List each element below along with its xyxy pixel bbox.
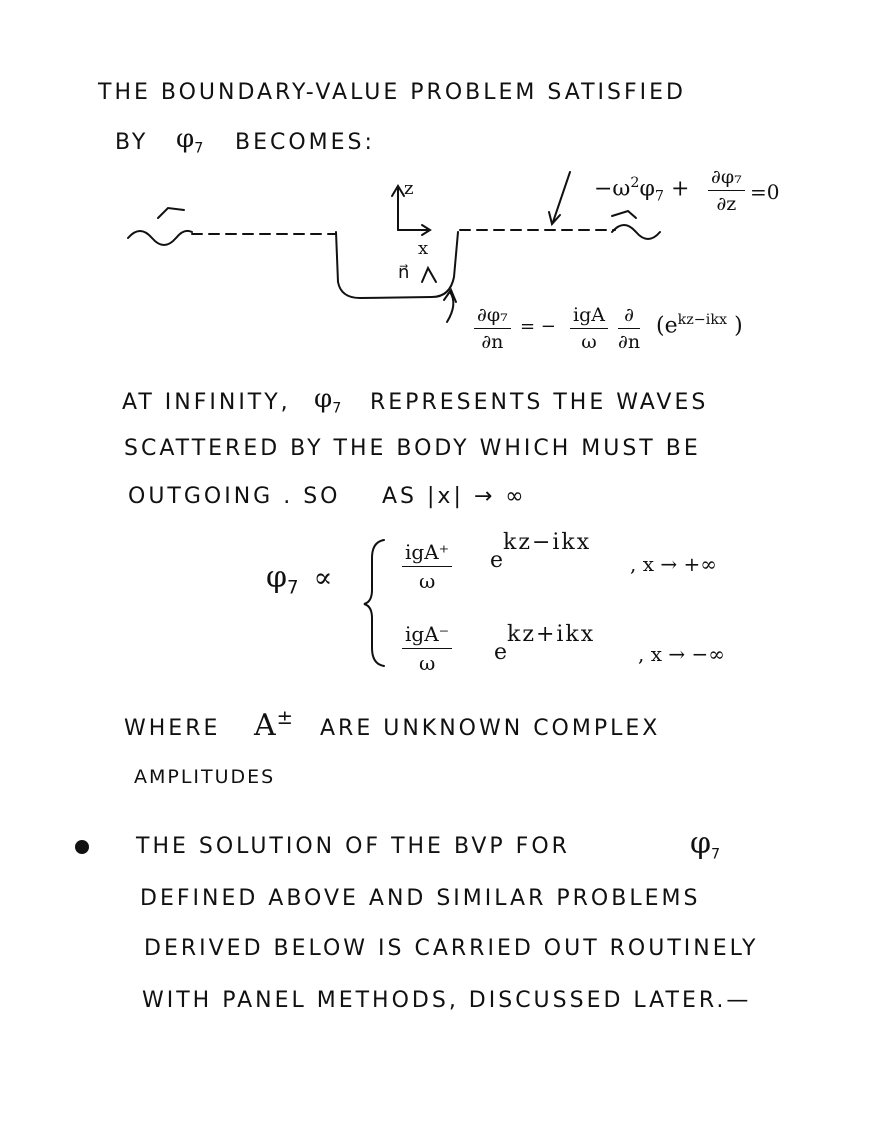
- infinity-phi-symbol: φ: [314, 384, 333, 414]
- case1-power: kz−ikx: [503, 530, 592, 555]
- left-wave: [128, 231, 192, 245]
- case1-coef: [402, 540, 452, 593]
- left-wave-arrow: [158, 208, 184, 218]
- body-exp-power: kz−ikx: [677, 312, 728, 328]
- infinity-line-1b: REPRESENTS THE WAVES: [370, 390, 709, 415]
- asym-propto: ∝: [313, 561, 334, 594]
- case2-e: e: [494, 640, 508, 665]
- fs-plus: +: [671, 176, 690, 202]
- case2-power: kz+ikx: [507, 622, 596, 647]
- where-a-pm: [254, 706, 296, 743]
- infinity-line-3a: OUTGOING . SO: [128, 484, 341, 509]
- fs-derivative-den: ∂z: [716, 193, 737, 215]
- bullet-line-3: DERIVED BELOW IS CARRIED OUT ROUTINELY: [144, 936, 759, 961]
- body-derivative-num: ∂φ₇: [474, 304, 511, 329]
- header-line-2-suffix: BECOMES:: [235, 130, 375, 155]
- fs-phi-sub: 7: [654, 188, 664, 205]
- asym-phi: φ: [266, 560, 288, 595]
- normal-arrow: [422, 268, 436, 282]
- infinity-line-1a: AT INFINITY,: [122, 390, 291, 415]
- right-wave-arrow: [612, 211, 636, 218]
- asym-lhs: [266, 560, 333, 599]
- fs-pointer: [553, 172, 570, 222]
- where-line-1b: ARE UNKNOWN COMPLEX: [320, 716, 661, 741]
- body-derivative: [474, 304, 511, 353]
- body-normal-derivative: [618, 304, 640, 353]
- body-normal-den: ∂n: [618, 331, 641, 353]
- phi-symbol: φ: [176, 124, 195, 154]
- phi-subscript: 7: [194, 140, 207, 157]
- case2-coef-den: ω: [418, 651, 436, 675]
- body-normal-num: ∂: [618, 304, 640, 329]
- bullet-line-2: DEFINED ABOVE AND SIMILAR PROBLEMS: [140, 886, 701, 911]
- right-wave: [612, 225, 660, 239]
- header-line-2-prefix: BY: [115, 130, 149, 155]
- fs-derivative: [708, 166, 745, 215]
- body-hull: [336, 232, 458, 298]
- body-coef: [570, 304, 608, 353]
- case1-exp: [490, 530, 592, 573]
- fs-derivative-num: ∂φ₇: [708, 166, 745, 191]
- case2-coef: [402, 622, 452, 675]
- case2-exp: [494, 622, 596, 665]
- body-exp-base: (e: [656, 313, 678, 339]
- bullet-line-4: WITH PANEL METHODS, DISCUSSED LATER.—: [142, 988, 752, 1013]
- fs-omega: −ω: [594, 176, 631, 202]
- infinity-line-3b: AS |x| → ∞: [382, 484, 527, 509]
- infinity-phi-sub: 7: [332, 400, 345, 417]
- normal-label: n⃗: [398, 262, 410, 283]
- bullet-dot: [75, 840, 89, 854]
- case1-coef-den: ω: [418, 569, 436, 593]
- where-line-2: AMPLITUDES: [134, 766, 276, 788]
- z-axis-label: z: [404, 178, 414, 199]
- bullet-phi-sub: 7: [711, 846, 724, 863]
- fs-phi: φ: [639, 176, 655, 202]
- fs-square: 2: [630, 175, 640, 191]
- infinity-line-2: SCATTERED BY THE BODY WHICH MUST BE: [124, 436, 701, 461]
- case1-coef-num: igA⁺: [402, 540, 452, 567]
- bullet-phi-symbol: φ: [690, 826, 712, 861]
- body-equals: = −: [520, 316, 556, 337]
- case1-condition: , x → +∞: [630, 552, 717, 576]
- body-coef-num: igA: [570, 304, 608, 329]
- where-pm: ±: [276, 706, 297, 729]
- fs-equals: =0: [750, 180, 780, 204]
- header-line-1: THE BOUNDARY-VALUE PROBLEM SATISFIED: [98, 80, 686, 105]
- cases-brace: [364, 540, 384, 666]
- case1-e: e: [490, 548, 504, 573]
- bullet-phi: [690, 826, 723, 862]
- bullet-line-1a: THE SOLUTION OF THE BVP FOR: [136, 834, 570, 859]
- asym-phi-sub: 7: [287, 577, 302, 599]
- body-coef-den: ω: [581, 331, 597, 353]
- body-exp: [656, 312, 743, 338]
- body-exp-close: ): [734, 313, 743, 339]
- infinity-phi: [314, 384, 344, 416]
- body-derivative-den: ∂n: [481, 331, 504, 353]
- case2-coef-num: igA⁻: [402, 622, 452, 649]
- x-axis-label: x: [418, 238, 429, 259]
- body-pointer: [447, 292, 453, 322]
- case2-condition: , x → −∞: [638, 642, 725, 666]
- where-line-1a: WHERE: [124, 716, 221, 741]
- fs-lhs: [594, 175, 689, 205]
- where-a: A: [254, 708, 277, 743]
